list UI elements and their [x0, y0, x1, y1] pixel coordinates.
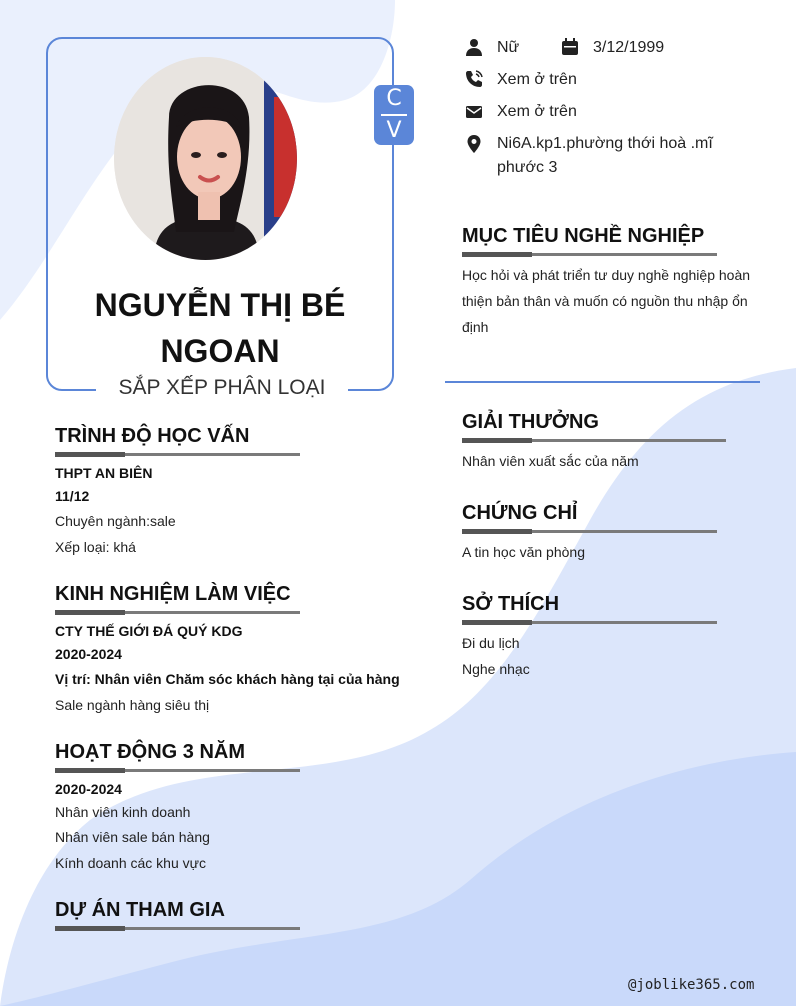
education-major: Chuyên ngành:sale [55, 513, 176, 529]
education-school: THPT AN BIÊN [55, 465, 153, 481]
objective-rule [462, 253, 717, 256]
activity-item: Kính doanh các khu vực [55, 855, 207, 871]
experience-detail: Sale ngành hàng siêu thị [55, 697, 210, 713]
certificate-item: A tin học văn phòng [462, 544, 585, 560]
experience-position: Vị trí: Nhân viên Chăm sóc khách hàng tại của hàng [55, 671, 400, 687]
hobbies-rule [462, 621, 717, 624]
objective-text: Học hỏi và phát triển tư duy nghề nghiệp hoàn thiện bản thân và muốn có nguồn thu nhập ổn định [462, 267, 751, 335]
hobbies-heading: SỞ THÍCH [462, 593, 560, 615]
phone-value: Xem ở trên [497, 71, 577, 88]
education-grade: 11/12 [55, 488, 90, 504]
location-pin-icon [465, 135, 483, 153]
activities-period: 2020-2024 [55, 781, 122, 797]
avatar [114, 57, 297, 260]
education-rule [55, 453, 300, 456]
cv-badge-top: C [386, 86, 402, 111]
cv-badge-divider [381, 114, 407, 116]
objective-heading: MỤC TIÊU NGHỀ NGHIỆP [462, 225, 705, 247]
activities-heading: HOẠT ĐỘNG 3 NĂM [55, 741, 245, 763]
award-item: Nhân viên xuất sắc của năm [462, 453, 639, 469]
experience-company: CTY THẾ GIỚI ĐÁ QUÝ KDG [55, 623, 243, 639]
address-value: Ni6A.kp1.phường thới hoà .mĩ phước 3 [497, 135, 713, 176]
calendar-icon [561, 38, 579, 56]
certificates-heading: CHỨNG CHỈ [462, 502, 578, 524]
avatar-portrait-icon [114, 57, 297, 260]
cv-badge-bottom: V [386, 118, 402, 143]
column-divider [445, 381, 760, 383]
experience-rule [55, 611, 300, 614]
activity-item: Nhân viên kinh doanh [55, 804, 191, 820]
birthdate-value: 3/12/1999 [593, 39, 665, 56]
cv-badge [374, 85, 414, 145]
awards-heading: GIẢI THƯỞNG [462, 411, 599, 433]
awards-rule [462, 439, 726, 442]
phone-icon [465, 70, 483, 88]
activity-item: Nhân viên sale bán hàng [55, 829, 210, 845]
hobby-item: Đi du lịch [462, 635, 520, 651]
projects-rule [55, 927, 300, 930]
watermark: @joblike365.com [628, 977, 755, 993]
gender-value: Nữ [497, 39, 520, 56]
certificates-rule [462, 530, 717, 533]
email-value: Xem ở trên [497, 103, 577, 120]
experience-heading: KINH NGHIỆM LÀM VIỆC [55, 583, 291, 605]
hobby-item: Nghe nhạc [462, 661, 530, 677]
candidate-name: NGUYỄN THỊ BÉ NGOAN [94, 287, 346, 369]
activities-rule [55, 769, 300, 772]
user-icon [465, 38, 483, 56]
education-heading: TRÌNH ĐỘ HỌC VẤN [55, 425, 250, 447]
projects-heading: DỰ ÁN THAM GIA [55, 899, 225, 921]
education-rank: Xếp loại: khá [55, 539, 136, 555]
job-title: SẮP XẾP PHÂN LOẠI [118, 376, 326, 399]
envelope-icon [465, 103, 483, 121]
experience-period: 2020-2024 [55, 646, 122, 662]
